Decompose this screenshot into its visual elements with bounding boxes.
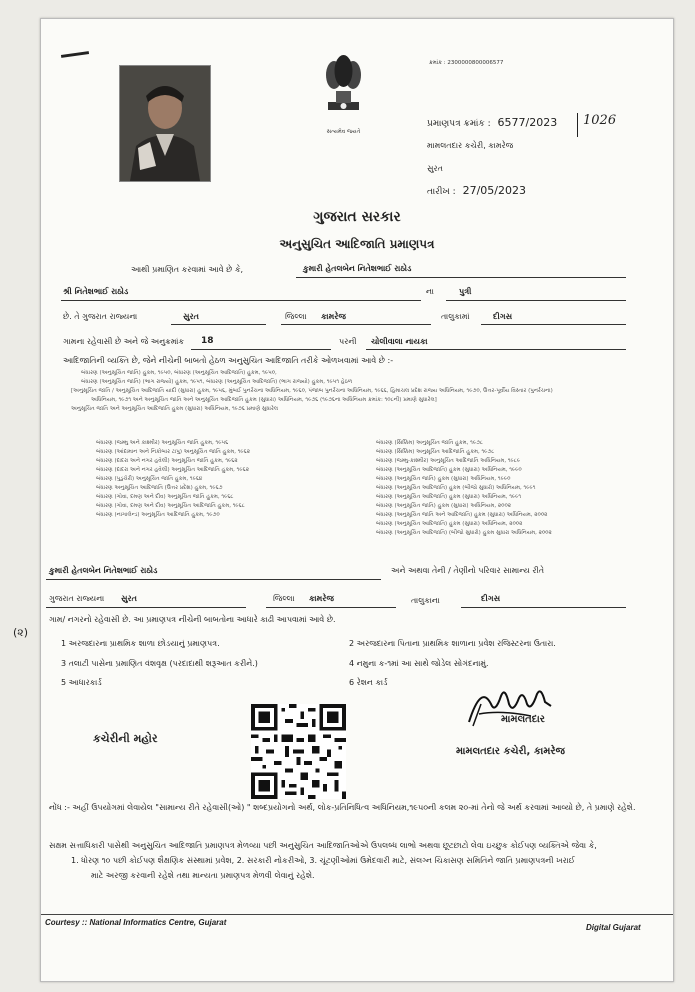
resident-text: ગામના રહેવાસી છે અને જે અનુક્રમાંક bbox=[63, 337, 185, 346]
document-item: 5 આધારકાર્ડ bbox=[61, 678, 102, 687]
serial-number: ક્રમાંક : 2300000800006577 bbox=[429, 60, 504, 66]
rule bbox=[46, 579, 381, 580]
rule bbox=[296, 277, 626, 278]
certify-text: આથી પ્રમાણિત કરવામાં આવે છે કે, bbox=[131, 265, 244, 274]
serial-label: ક્રમાંક bbox=[429, 60, 442, 66]
date-value: 27/05/2023 bbox=[462, 184, 526, 197]
order-line: બંધારણ (અનુસૂચિત આદિજાતિ) હુકમ (સુધારા) અધિનિયમ, ૧૯૯૦ bbox=[376, 467, 522, 473]
order-line: બંધારણ (સિક્કિમ) અનુસૂચિત જાતિ હુકમ, ૧૯૭૮ bbox=[376, 440, 483, 446]
relation: પુત્રી bbox=[459, 287, 472, 296]
order-line: બંધારણ (દાદરા અને નગર હવેલી) અનુસૂચિત આદિજાતિ હુકમ, ૧૯૬૨ bbox=[96, 467, 249, 473]
cert-no-label: પ્રમાણપત્ર ક્રમાંક : bbox=[427, 119, 491, 129]
rule bbox=[366, 349, 626, 350]
order-line: બંધારણ (ગોવા, દમણ અને દીવ) અનુસૂચિત આદિજાતિ હુકમ, ૧૯૬૮ bbox=[96, 503, 245, 509]
document-item: 6 રેશન કાર્ડ bbox=[349, 678, 388, 687]
signature bbox=[461, 674, 561, 734]
orders-top-list bbox=[71, 369, 661, 414]
father-name: શ્રી નિતેશભાઈ રાઠોડ bbox=[63, 287, 129, 296]
order-line: બંધારણ (આંદામાન અને નિકોબાર ટાપુ) અનુસૂચિત જાતિ હુકમ, ૧૯૬૨ bbox=[96, 449, 250, 455]
certificate-number bbox=[427, 116, 557, 129]
order-line: બંધારણ (નાગાલેન્ડ) અનુસૂચિત આદિજાતિ હુકમ, ૧૯૭૦ bbox=[96, 512, 220, 518]
par-label: પરની bbox=[339, 337, 357, 346]
order-line: બંધારણ (જમ્મુ અને કાશ્મીર) અનુસૂચિત જાતિ હુકમ, ૧૯૫૬ bbox=[96, 440, 229, 446]
margin-mark: (૨) bbox=[13, 626, 29, 639]
rule bbox=[191, 349, 331, 350]
document-item: 2 અરજદારના પિતાના પ્રાથમિક શાળાના પ્રવેશ રજિસ્ટરના ઉતારા. bbox=[349, 639, 556, 648]
order-line: બંધારણ (અનુસૂચિત આદિજાતિ) હુકમ (સુધારા) અધિનિયમ, ૨૦૦૨ bbox=[376, 521, 523, 527]
order-line: અનુસૂચિત જાતિ અને અનુસૂચિત આદિજાતિ હુકમ (સુધારા) અધિનિયમ, ૧૯૭૬ પ્રમાણે સુધારેલ bbox=[71, 406, 278, 412]
emblem-caption: સત્યમેવ જયતે bbox=[326, 129, 361, 135]
footer-items: 1. ધોરણ ૧૦ પછી કોઈપણ શૈક્ષણિક સંસ્થામાં પ્રવેશ, 2. સરકારી નોકરીઓ, 3. ચૂંટણીઓમાં ઉમેદવારી માટે, સંલગ્ન ચિકાસણ સમિતિને જાતિ પ્રમાણપત્રની ખરાઈ bbox=[71, 856, 575, 865]
rule bbox=[171, 324, 266, 325]
courtesy-text: Courtesy :: National Informatics Centre, Gujarat bbox=[45, 918, 227, 927]
applicant-name: કુમારી હેતલબેન નિતેશભાઈ રાઠોડ bbox=[303, 264, 412, 273]
government-title: ગુજરાત સરકાર bbox=[313, 209, 401, 225]
document-item: 4 નમુના ક-૧માં આ સાથે જોડેલ સોગંદનામું. bbox=[349, 659, 489, 668]
serial-no: 18 bbox=[201, 336, 214, 346]
note: નોંધ :- અહીં ઉપયોગમાં લેવાયેલ "સામાન્ય રીતે રહેવાસી(ઓ) " શબ્દપ્રયોગનો અર્થ, લોક-પ્રતિનિધિત્વ અધિનિયમ,૧૯૫૦ની કલમ ૨૦-માં તેનો જે અર્થ કરવામાં આવ્યો છે, તે પ્રમાણે રહેશે. bbox=[49, 803, 636, 812]
order-line: બંધારણ (પુડુચેરી) અનુસૂચિત જાતિ હુકમ, ૧૯૬૪ bbox=[96, 476, 203, 482]
footer-items-2: માટે અરજી કરવાની રહેશે તથા માન્યતા પ્રમાણપત્ર મેળવી લેવાનું રહેશે. bbox=[91, 871, 315, 880]
residence-name: કુમારી હેતલબેન નિતેશભાઈ રાઠોડ bbox=[49, 566, 158, 575]
order-line: અધિનિયમ, ૧૯૭૧ અને અનુસૂચિત જાતિ અને અનુસૂચિત આદિજાતિ હુકમ (સુધારા) અધિનિયમ, ૧૯૭૬ (૧૯૭૬ના અધિનિયમ ક્રમાંક: ૧૦૮ની) પ્રમાણે સુધારેલ] bbox=[91, 397, 437, 403]
place: સુરત bbox=[427, 164, 443, 173]
taluka-name: કામરેજ bbox=[321, 312, 346, 321]
handwritten-number: 1026 bbox=[583, 113, 617, 128]
cert-no-value: 6577/2023 bbox=[497, 116, 558, 129]
residence-taluka-label: તાલુકાના bbox=[411, 596, 440, 605]
order-line: બંધારણ (અનુસૂચિત જાતિ) હુકમ (સુધારા) અધિનિયમ, ૧૯૯૦ bbox=[376, 476, 511, 482]
state-emblem bbox=[316, 47, 371, 135]
state-text: છે. તે ગુજરાત રાજ્યના bbox=[63, 312, 138, 321]
order-line: બંધારણ (અનુસૂચિત જાતિ) (ભાગ રાજ્યો) હુકમ, ૧૯૫૧, બંધારણ (અનુસૂચિત આદિજાતિ) (ભાગ રાજ્યો) હુકમ, ૧૯૫૧ હેઠળ bbox=[81, 379, 353, 385]
rule bbox=[481, 324, 626, 325]
order-line: બંધારણ (અનુસૂચિત જાતિ) હુકમ (સુધારા) અધિનિયમ, ૨૦૦૨ bbox=[376, 503, 511, 509]
rule bbox=[61, 300, 421, 301]
district-city: સુરત bbox=[183, 312, 199, 321]
residence-taluka: કામરેજ bbox=[309, 594, 334, 603]
order-line: બંધારણ (અનુસૂચિત આદિજાતિ) હુકમ (સુધારા) અધિનિયમ, ૧૯૯૧ bbox=[376, 494, 522, 500]
qr-code bbox=[251, 704, 346, 799]
issue-date bbox=[427, 184, 526, 197]
residence-city: સુરત bbox=[121, 594, 137, 603]
pen-mark bbox=[61, 51, 89, 58]
handwritten-divider bbox=[577, 113, 578, 137]
tribe-text: આદિજાતિની વ્યક્તિ છે, જેને નીચેની બાબતો હેઠળ અનુસુચિત આદિજાતિ તરીકે ઓળખવામાં આવે છે :- bbox=[63, 356, 394, 365]
residence-village: દીગસ bbox=[481, 594, 501, 603]
orders-left-list bbox=[96, 439, 356, 520]
rule bbox=[461, 607, 626, 608]
rule bbox=[281, 324, 431, 325]
family-text: અને અથવા તેની / તેણીનો પરિવાર સામાન્ય રીતે bbox=[391, 566, 545, 575]
order-line: બંધારણ (અનુસૂચિત આદિજાતિ) હુકમ (બીજો સુધારો) અધિનિયમ, ૧૯૯૧ bbox=[376, 485, 536, 491]
village: દીગસ bbox=[493, 312, 513, 321]
tribe-name: ચોલીવાલા નાયકા bbox=[371, 337, 428, 346]
certificate-page bbox=[13, 18, 674, 982]
order-line: બંધારણ (જમ્મુ-કાશ્મીર) અનુસૂચિત આદિજાતિ અધિનિયમ, ૧૯૮૯ bbox=[376, 458, 521, 464]
order-line: બંધારણ (દાદરા અને નગર હવેલી) અનુસૂચિત જાતિ હુકમ, ૧૯૬૨ bbox=[96, 458, 238, 464]
order-line: બંધારણ (અનુસૂચિત આદિજાતિ) (બીજો સુધારો) હુકમ સુધારા અધિનિયમ, ૨૦૦૨ bbox=[376, 530, 552, 536]
rule bbox=[266, 607, 396, 608]
footer-note: સક્ષમ સત્તાધિકારી પાસેથી અનુસુચિત આદિજાતિ પ્રમાણપત્ર મેળવ્યા પછી અનુસુચિત આદિજાતિઓએ ઉપલબ્ધ લાભો અથવા છૂટછાટો લેવા ઇચ્છુક કોઈપણ વ્યક્તિએ જેવા કે, bbox=[49, 841, 597, 850]
residence-state: ગુજરાત રાજ્યના bbox=[49, 594, 105, 603]
taluka-label: તાલુકામાં bbox=[441, 312, 470, 321]
rule bbox=[446, 300, 626, 301]
residence-district-label: જિલ્લા bbox=[273, 594, 295, 603]
digital-gujarat: Digital Gujarat bbox=[586, 923, 641, 932]
document-item: 1 અરજદારના પ્રાથમિક શાળા છોડયાનું પ્રમાણપત્ર. bbox=[61, 639, 220, 648]
office-seal-label: કચેરીની મહોર bbox=[93, 732, 158, 745]
issuing-office: મામલતદાર કચેરી, કામરેજ bbox=[427, 141, 514, 150]
order-line: બંધારણ (અનુસૂચિત જાતિ) હુકમ, ૧૯૫૦, બંધારણ (અનુસૂચિત આદિજાતિ) હુકમ, ૧૯૫૦, bbox=[81, 370, 277, 376]
serial-value: 2300000800006577 bbox=[447, 60, 504, 66]
order-line: [અનુસૂચિત જાતિ / અનુસૂચિત આદિજાતિ યાદી (સુધારા) હુકમ, ૧૯૫૬, મુંબઈ પુનર્રચના અધિનિયમ, ૧૯૬૦, પંજાબ પુનર્રચના અધિનિયમ, ૧૯૬૬, હિમાચલ પ્રદેશ રાજ્ય અધિનિયમ, ૧૯૭૦, ઉત્તર-પૂર્વીય વિસ્તાર (પુનર્રચના) bbox=[71, 388, 553, 394]
order-line: બંધારણ (સિક્કિમ) અનુસૂચિત આદિજાતિ હુકમ, ૧૯૭૮ bbox=[376, 449, 495, 455]
document-item: 3 તલાટી પાસેના પ્રમાણિત વંશવૃક્ષ (પરદાદાથી શરૂઆત કરીને.) bbox=[61, 659, 258, 668]
order-line: બંધારણ (ગોવા, દમણ અને દીવ) અનુસૂચિત જાતિ હુકમ, ૧૯૬૮ bbox=[96, 494, 234, 500]
footer-divider bbox=[41, 914, 673, 915]
district-label: જિલ્લા bbox=[285, 312, 307, 321]
signatory-designation: મામલતદાર bbox=[501, 714, 545, 725]
date-label: તારીખ : bbox=[427, 187, 456, 197]
signatory-office: મામલતદાર કચેરી, કામરેજ bbox=[456, 746, 566, 757]
order-line: બંધારણ (અનુસૂચિત જાતિ અને આદિજાતિ) હુકમ (સુધારા) અધિનિયમ, ૨૦૦૨ bbox=[376, 512, 548, 518]
orders-right-list bbox=[376, 439, 661, 538]
certificate-title: અનુસુચિત આદિજાતિ પ્રમાણપત્ર bbox=[279, 237, 435, 251]
order-line: બંધારણ અનુસૂચિત આદિજાતિ (ઉત્તર પ્રદેશ) હુકમ, ૧૯૬૭ bbox=[96, 485, 223, 491]
rule bbox=[46, 607, 246, 608]
applicant-photo bbox=[119, 65, 211, 182]
basis-text: ગામ/ નગરનો રહેવાસી છે. આ પ્રમાણપત્ર નીચેની બાબતોના આધારે કાઢી આપવામાં આવે છે. bbox=[49, 615, 336, 624]
na-label: ના bbox=[426, 287, 434, 296]
